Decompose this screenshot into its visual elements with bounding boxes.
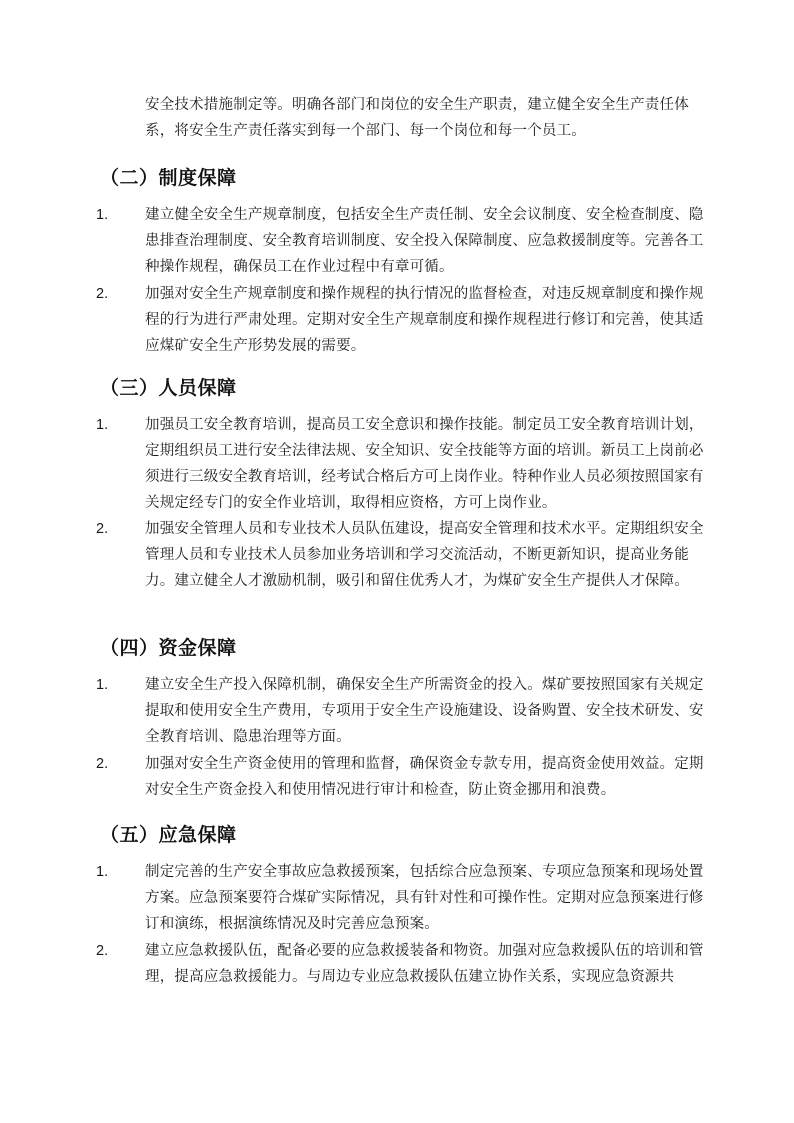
list-item: [96, 859, 706, 937]
list-item: [96, 516, 706, 594]
section-title-emergency: （五）应急保障: [100, 824, 237, 846]
list-item: [96, 938, 706, 990]
item-text: 建立健全安全生产规章制度，包括安全生产责任制、安全会议制度、安全检查制度、隐患排查治理制度、安全教育培训制度、安全投入保障制度、应急救援制度等。完善各工种操作规程，确保员工在作业过程中有章可循。: [145, 207, 704, 275]
section-title-institutional: （二）制度保障: [100, 167, 237, 189]
section-title-funding: （四）资金保障: [100, 637, 237, 659]
list-item: [96, 202, 706, 280]
item-text: 加强对安全生产规章制度和操作规程的执行情况的监督检查，对违反规章制度和操作规程的行为进行严肃处理。定期对安全生产规章制度和操作规程进行修订和完善，使其适应煤矿安全生产形势发展的需要。: [145, 286, 704, 354]
item-text: 制定完善的生产安全事故应急救援预案，包括综合应急预案、专项应急预案和现场处置方案。应急预案要符合煤矿实际情况，具有针对性和可操作性。定期对应急预案进行修订和演练，根据演练情况及时完善应急预案。: [145, 864, 704, 932]
item-number: 1.: [96, 864, 109, 880]
item-number: 2.: [96, 756, 109, 772]
list-item: [96, 751, 706, 803]
item-text: 加强员工安全教育培训，提高员工安全意识和操作技能。制定员工安全教育培训计划，定期组织员工进行安全法律法规、安全知识、安全技能等方面的培训。新员工上岗前必须进行三级安全教育培训，经考试合格后方可上岗作业。特种作业人员必须按照国家有关规定经专门的安全作业培训，取得相应资格，方可上岗作业。: [145, 417, 704, 511]
item-text: 加强对安全生产资金使用的管理和监督，确保资金专款专用，提高资金使用效益。定期对安全生产资金投入和使用情况进行审计和检查，防止资金挪用和浪费。: [145, 756, 704, 798]
item-number: 2.: [96, 943, 109, 959]
item-number: 1.: [96, 677, 109, 693]
item-number: 2.: [96, 286, 109, 302]
item-number: 1.: [96, 417, 109, 433]
continuation-paragraph: 安全技术措施制定等。明确各部门和岗位的安全生产职责，建立健全安全生产责任体系，将安全生产责任落实到每一个部门、每一个岗位和每一个员工。: [145, 97, 689, 139]
list-item: [96, 412, 706, 516]
section-title-personnel: （三）人员保障: [100, 377, 237, 399]
item-number: 1.: [96, 207, 109, 223]
item-number: 2.: [96, 521, 109, 537]
item-text: 加强安全管理人员和专业技术人员队伍建设，提高安全管理和技术水平。定期组织安全管理人员和专业技术人员参加业务培训和学习交流活动，不断更新知识，提高业务能力。建立健全人才激励机制，吸引和留住优秀人才，为煤矿安全生产提供人才保障。: [145, 521, 704, 589]
item-text: 建立安全生产投入保障机制，确保安全生产所需资金的投入。煤矿要按照国家有关规定提取和使用安全生产费用，专项用于安全生产设施建设、设备购置、安全技术研发、安全教育培训、隐患治理等方面。: [145, 677, 704, 745]
list-item: [96, 281, 706, 359]
list-item: [96, 672, 706, 750]
item-text: 建立应急救援队伍，配备必要的应急救援装备和物资。加强对应急救援队伍的培训和管理，提高应急救援能力。与周边专业应急救援队伍建立协作关系，实现应急资源共: [145, 943, 704, 985]
